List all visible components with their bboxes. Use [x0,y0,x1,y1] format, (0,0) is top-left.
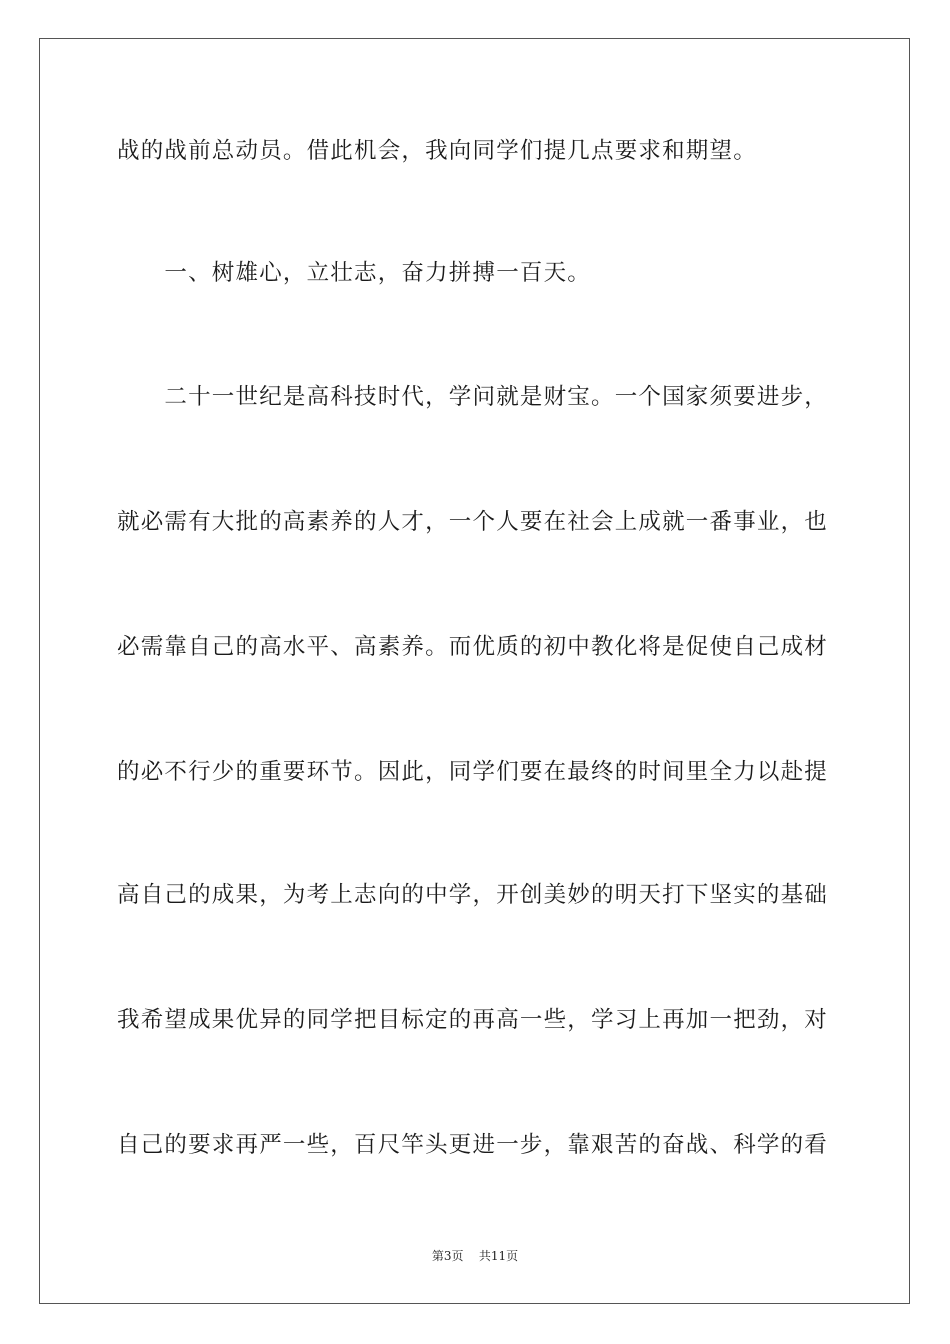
text-line: 自己的要求再严一些，百尺竿头更进一步，靠艰苦的奋战、科学的看 [117,1132,829,1158]
text-line: 的必不行少的重要环节。因此，同学们要在最终的时间里全力以赴提 [117,759,829,785]
page-number: 第3页 [431,1249,464,1263]
text-line: 必需靠自己的高水平、高素养。而优质的初中教化将是促使自己成材 [117,634,829,660]
text-line: 高自己的成果，为考上志向的中学，开创美妙的明天打下坚实的基础 [117,882,829,908]
page-footer [0,1248,950,1264]
text-line: 二十一世纪是高科技时代，学问就是财宝。一个国家须要进步， [117,384,829,410]
page-total: 共11页 [478,1249,519,1263]
text-line: 就必需有大批的高素养的人才，一个人要在社会上成就一番事业，也 [117,509,829,535]
page-border [39,38,910,1304]
heading-line: 一、树雄心，立壮志，奋力拼搏一百天。 [117,260,592,286]
text-line: 我希望成果优异的同学把目标定的再高一些，学习上再加一把劲，对 [117,1007,829,1033]
text-line: 战的战前总动员。借此机会，我向同学们提几点要求和期望。 [117,138,757,164]
